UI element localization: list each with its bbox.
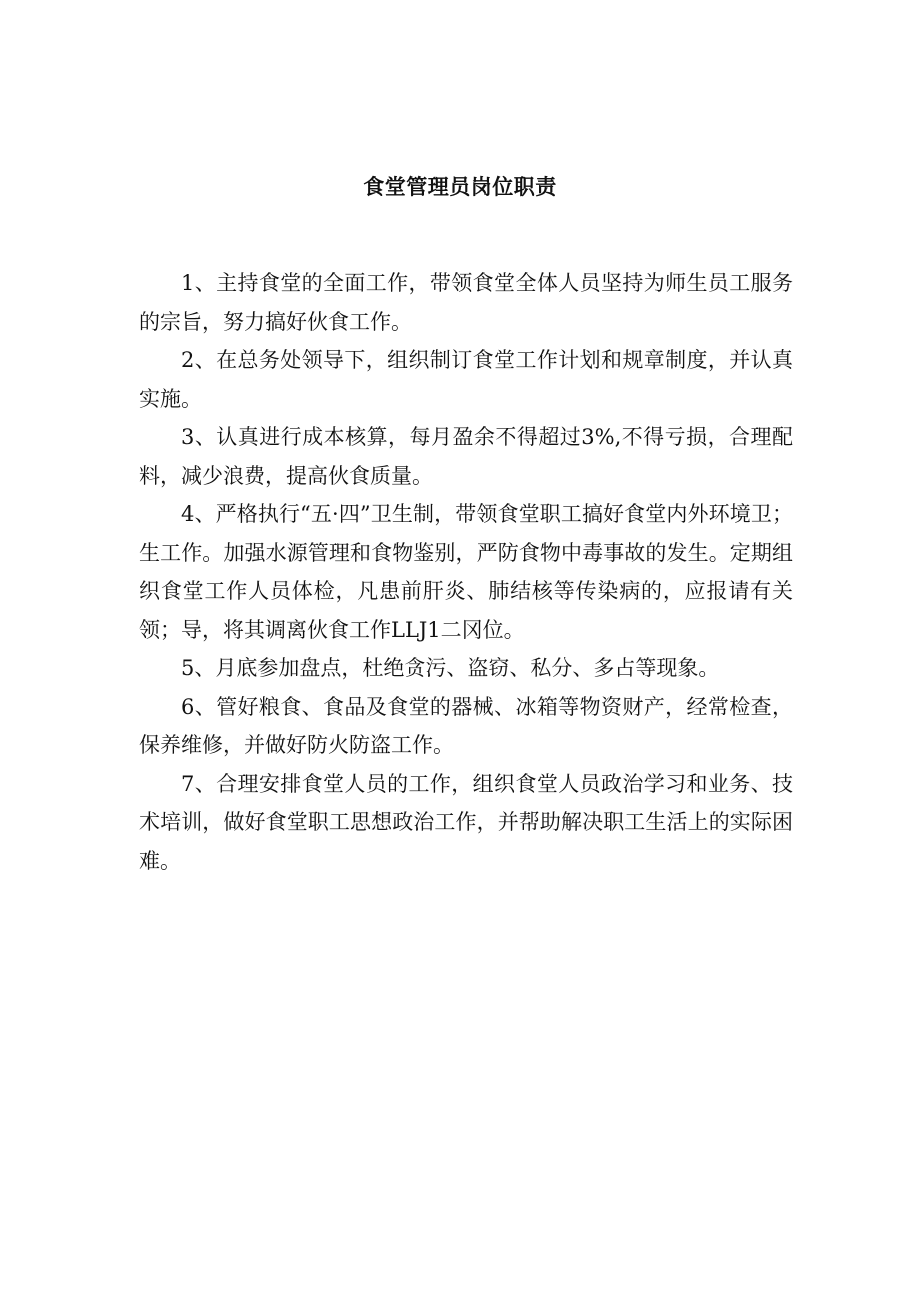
duty-paragraph-6: 6、管好粮食、食品及食堂的器械、冰箱等物资财产，经常检查，保养维修，并做好防火防盗工作。 xyxy=(139,694,793,757)
duty-paragraph-3: 3、认真进行成本核算，每月盈余不得超过3%,不得亏损，合理配料，减少浪费，提高伙食质量。 xyxy=(139,425,793,488)
page-title: 食堂管理员岗位职责 xyxy=(363,175,557,199)
document-body xyxy=(139,264,793,880)
duty-paragraph-7: 7、合理安排食堂人员的工作，组织食堂人员政治学习和业务、技术培训，做好食堂职工思想政治工作，并帮助解决职工生活上的实际困难。 xyxy=(139,771,793,873)
duty-paragraph-1: 1、主持食堂的全面工作，带领食堂全体人员坚持为师生员工服务的宗旨，努力搞好伙食工作。 xyxy=(139,271,793,334)
duty-paragraph-2: 2、在总务处领导下，组织制订食堂工作计划和规章制度，并认真实施。 xyxy=(139,348,793,411)
duty-paragraph-5: 5、月底参加盘点，杜绝贪污、盗窃、私分、多占等现象。 xyxy=(181,656,720,680)
duty-paragraph-4: 4、严格执行“五·四”卫生制，带领食堂职工搞好食堂内外环境卫；生工作。加强水源管理和食物鉴别，严防食物中毒事故的发生。定期组织食堂工作人员体检，凡患前肝炎、肺结核等传染病的，应报请有关领；导，将其调离伙食工作LLJ1二冈位。 xyxy=(139,502,793,642)
